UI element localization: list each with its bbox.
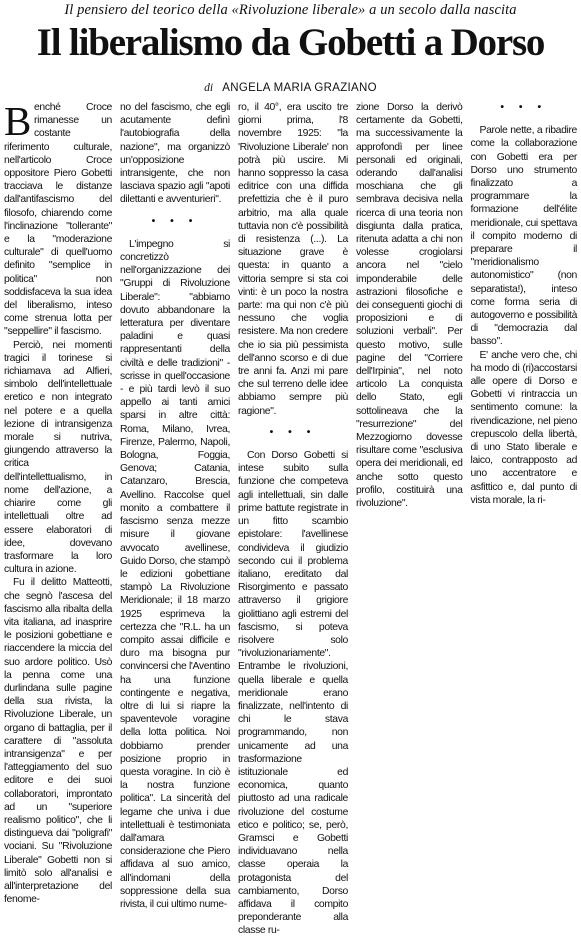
section-separator: • • • (500, 102, 548, 113)
paragraph: Perciò, nei momenti tragici il torinese si richiamava ad Alfieri, simbolo dell'intellettuale eretico e non integrato nel potere e a quella lezione di intransigenza morale si nutriva, giungendo attraverso la critica dell'intellettualismo, in nome dell'azione, a chiarire come gli intellettuali oltre ad essere elaboratori di idee, dovevano trasformare la loro cultura in azione. (4, 339, 112, 576)
drop-cap: B (4, 98, 31, 144)
headline: Il liberalismo da Gobetti a Dorso (36, 21, 545, 64)
article-column-1 (4, 98, 112, 906)
section-separator: • • • (151, 215, 199, 227)
paragraph: Parole nette, a ribadire come la collaborazione con Gobetti era per Dorso uno strumento finalizzato a programmare la formazione dell'élite meridionale, cui spettava il compito moderno di preparare il "meridionalismo autonomistico" (non separatista!), inteso come forma seria di autogoverno e possibilità di "democrazia dal basso". (470, 125, 577, 348)
byline-author: ANGELA MARIA GRAZIANO (222, 82, 377, 94)
paragraph: enché Croce rimanesse un costante riferimento culturale, nell'articolo Croce oppositore Piero Gobetti tracciava le distanze dall'antifascismo del filosofo, chiarendo come l'inclinazione "tollerante" e la "moderazione culturale" di quell'uomo definito "semplice in politica" non soddisfaceva la sua idea del liberalismo, inteso come strenua lotta per "seppellire" il fascismo. (4, 102, 112, 338)
paragraph: Con Dorso Gobetti si intese subito sulla funzione che competeva agli intellettuali, sin dalle prime battute registrate in un fitto scambio epistolare: l'avellinese condivideva il giudizio secondo cui il problema italiano, ereditato dal Risorgimento e passato attraverso il grigiore giolittiano agli estremi del fascismo, si poteva risolvere solo "rivoluzionariamente". Entrambe le rivoluzioni, quella liberale e quella meridionale erano finalizzate, nell'intento di chi le stava programmando, non unicamente ad una trasformazione istituzionale ed economica, quanto piuttosto ad una radicale rivoluzione del costume etico e politico; se, però, Gramsci e Gobetti individuavano nella classe operaia la protagonista del cambiamento, Dorso affidava il compito preponderante alla classe ru- (238, 450, 348, 937)
article-column-2 (120, 101, 230, 910)
paragraph: Fu il delitto Matteotti, che segnò l'ascesa del fascismo alla ribalta della vita italiana, ad inasprire le posizioni gobettiane e riaccendere la miccia del suo ardore politico. Usò la penna come una durlindana sulle pagine della sua rivista, la Rivoluzione Liberale, un organo di battaglia, per il carattere di "assoluta intransigenza" e per l'atteggiamento del suo editore e dei suoi collaboratori, improntato ad un "superiore realismo politico", che li distingueva dai "poligrafi" vociani. Su "Rivoluzione Liberale" Gobetti non si limitò solo all'analisi e all'interpretazione del fenome- (4, 577, 112, 906)
article-column-4 (356, 101, 577, 787)
paragraph: E' anche vero che, chi ha modo di (ri)accostarsi alle opere di Dorso e Gobetti vi rintraccia un sentimento comune: la rivendicazione, nel pieno crepuscolo della libertà, di uno Stato liberale e laico, contrapposto ad uno accentratore e asfittico e, dal punto di vista morale, la ri- (470, 349, 577, 506)
paragraph: no del fascismo, che egli acutamente definì l'autobiografia della nazione", ma organizzò un'opposizione intransigente, che non lasciava spazio agli "apoti dilettanti e avventurieri". (120, 102, 230, 206)
kicker: Il pensiero del teorico della «Rivoluzione liberale» a un secolo dalla nascita (64, 2, 517, 18)
byline-prefix: di (204, 82, 214, 94)
article-column-3 (238, 101, 348, 937)
paragraph: zione Dorso la derivò certamente da Gobetti, ma successivamente la approfondì per linee personali ed originali, oderando dall'analisi moschiana che gli sembrava decisiva nella ricerca di una teoria non disgiunta dalla pratica, ritenuta adatta a chi non volesse crogiolarsi ancora nel "cielo imponderabile delle astrazioni filosofiche e dei conseguenti giochi di proposizioni e di soluzioni verbali". Per questo motivo, sulle pagine del "Corriere dell'Irpinia", nel noto articolo La conquista dello Stato, egli sottolineava che la "resurrezione" del Mezzogiorno dovesse risultare come "esclusiva opera dei meridionali, ed anche sotto questo profilo, costituirà una rivoluzione". (356, 102, 463, 510)
section-separator: • • • (269, 426, 317, 438)
paragraph: ro, il 40°, era uscito tre giorni prima, l'8 novembre 1925: "la 'Rivoluzione Liberale' non potrà più uscire. Mi hanno soppresso la casa editrice con una diffida prefettizia che è il puro arbitrio, ma alla quale tuttavia non c'è possibilità di resistenza (...). La situazione grave è questa: in quanto a vittoria sempre si sta coi vinti: è un poco la nostra parte: ma qui non c'è più nessuno che voglia resistere. Ma non credere che io sia più pessimista dell'anno scorso e di due tre anni fa. Anzi mi pare che sul terreno delle idee abbiamo sempre più ragione". (238, 102, 348, 417)
paragraph: L'impegno si concretizzò nell'organizzazione dei "Gruppi di Rivoluzione Liberale": "abbiamo dovuto abbandonare la letteratura per diventare paladini e quasi rappresentanti della civiltà e delle tradizioni" - scrisse in quell'occasione - e più tardi levò il suo appello ai tanti amici sparsi in altre città: Roma, Milano, Ivrea, Firenze, Palermo, Napoli, Bologna, Foggia, Genova; Catania, Catanzaro, Brescia, Avellino. Raccolse quel monito a combattere il fascismo senza mezze misure il giovane avvocato avellinese, Guido Dorso, che stampò le edizioni gobettiane stampò La Rivoluzione Meridionale; il 18 marzo 1925 esprimeva la certezza che "R.L. ha un compito assai difficile e duro ma bisogna pur convincersi che l'Aventino ha una funzione contingente e negativa, oltre di lui si riapre la spaventevole voragine della lotta politica. Noi dobbiamo prender posizione proprio in questa voragine. In ciò è la nostra funzione politica". La sincerità del legame che univa i due intellettuali è testimoniata dall'amara considerazione che Piero affidava al suo amico, all'indomani della soppressione della sua rivista, il cui ultimo nume- (120, 238, 230, 910)
byline (0, 82, 581, 94)
